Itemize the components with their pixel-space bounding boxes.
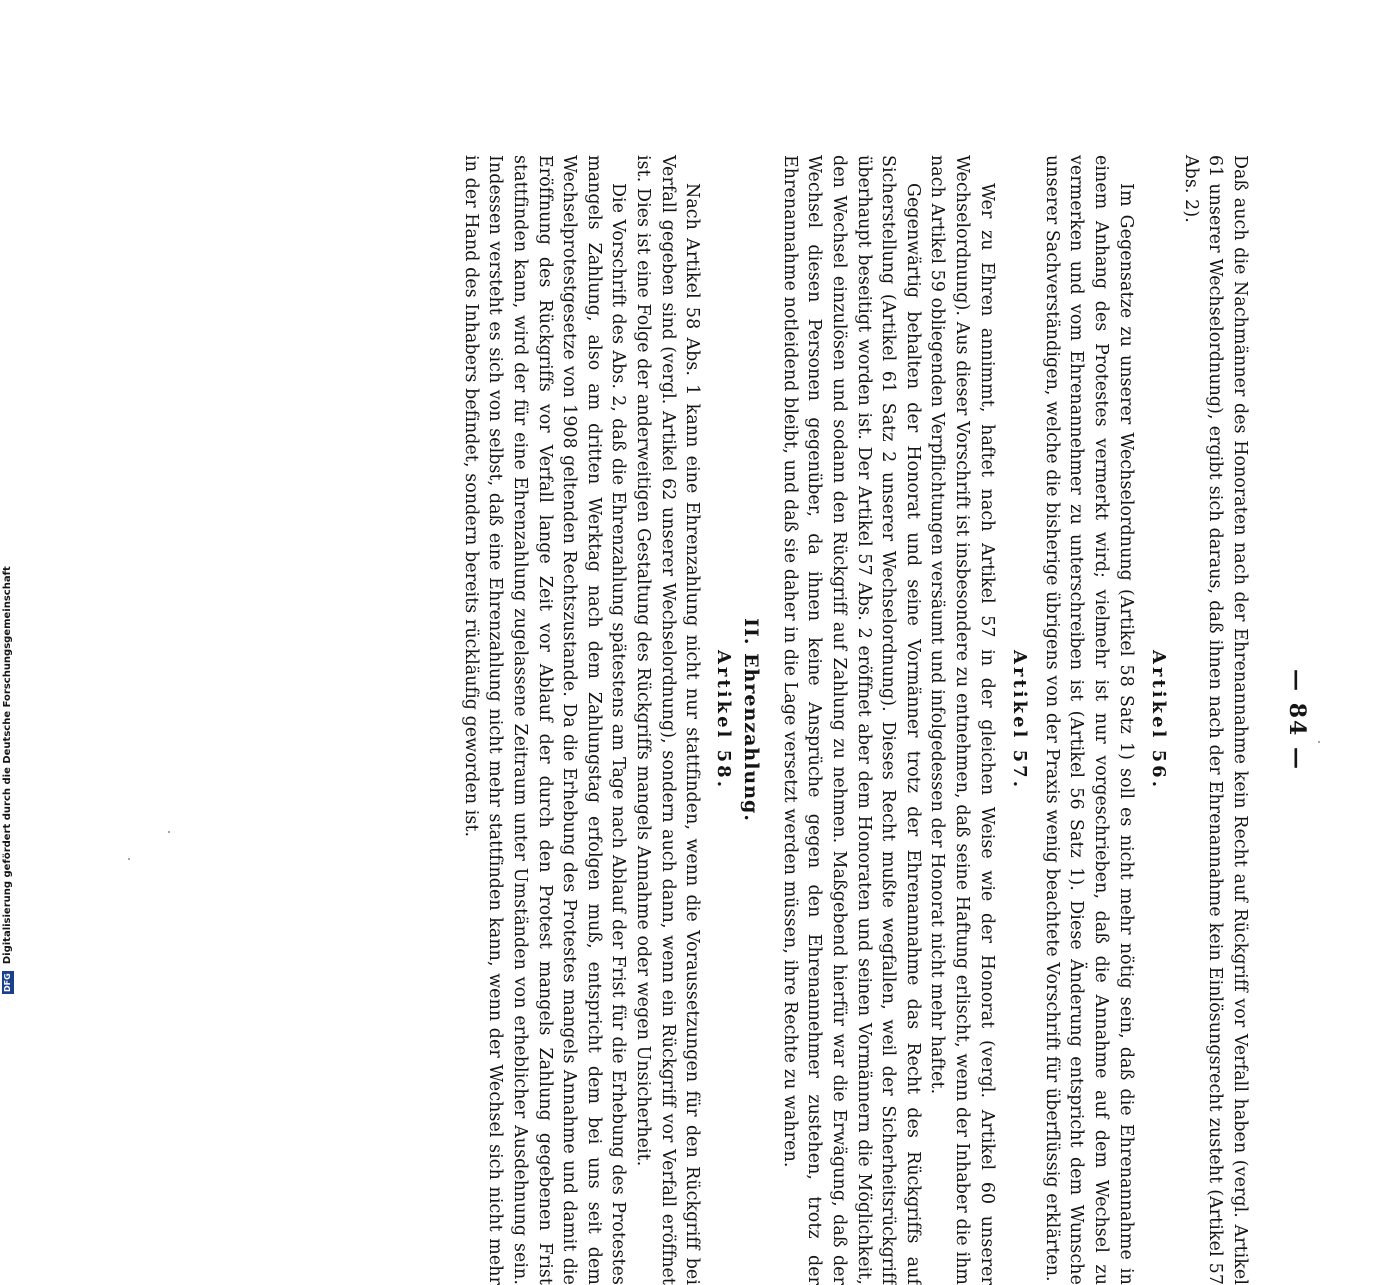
article-57-heading: Artikel 57. [1009, 650, 1031, 790]
article-58-heading: Artikel 58. [712, 650, 734, 790]
article-58-paragraph-1: Nach Artikel 58 Abs. 1 kann eine Ehrenzahlung nicht nur stattfinden, wenn die Voraussetzungen für den Rückgriff bei Verfall gegeben sind (vergl. Artikel 62 unserer Wechselordnung), sondern auch dann, wenn ein Rückgriff vor Verfall eröffnet ist. Dies ist eine Folge der anderweitigen Gestaltung des Rückgriffs mangels Annahme oder wegen Unsicherheit. [632, 155, 703, 1285]
article-57-paragraph-2: Gegenwärtig behalten der Honorat und seine Vormänner trotz der Ehrenannahme das Recht des Rückgriffs auf Sicherstellung (Artikel 61 Satz 2 unserer Wechselordnung). Dieses Recht mußte wegfallen, weil der Sicherheitsrückgriff überhaupt beseitigt worden ist. Der Artikel 57 Abs. 2 eröffnet aber dem Honoraten und seinen Vormännern die Möglichkeit, den Wechsel einzulösen und sodann den Rückgriff auf Zahlung zu nehmen. Maßgebend hierfür war die Erwägung, daß der Wechsel diesen Personen gegenüber, da ihnen keine Ansprüche gegen den Ehrenannehmer zustehen, trotz der Ehrenannahme notleidend bleibt, und daß sie daher in die Lage versetzt werden müssen, ihre Rechte zu wahren. [779, 155, 923, 1285]
section-ii-heading: II. Ehrenzahlung. [740, 618, 763, 822]
article-57-paragraph-1: Wer zu Ehren annimmt, haftet nach Artikel 57 in der gleichen Weise wie der Honorat (vergl. Artikel 60 unserer Wechselordnung). Aus dieser Vorschrift ist insbesondere zu entnehmen, daß seine Haftung erlischt, wenn der Inhaber die ihm nach Artikel 59 obliegenden Verpflichtungen versäumt und infolgedessen der Honorat nicht mehr haftet. [927, 155, 997, 1285]
footer-credit-text: Digitalisierung gefördert durch die Deutsche Forschungsgemeinschaft [2, 566, 13, 965]
article-56-paragraph: Im Gegensatze zu unserer Wechselordnung (Artikel 58 Satz 1) soll es nicht mehr nötig sein, daß die Ehrenannahme in einem Anhang des Protestes vermerkt wird; vielmehr ist nur vorgeschrieben, daß die Annahme auf dem Wechsel zu vermerken und vom Ehrenannehmer zu unterschreiben ist (Artikel 56 Satz 1). Diese Änderung entspricht dem Wunsche unserer Sachverständigen, welche die bisherige übrigens von der Praxis wenig beachtete Vorschrift für überflüssig erklärten. [1041, 155, 1136, 1285]
article-56-heading: Artikel 56. [1148, 650, 1170, 790]
scan-speck [128, 858, 130, 860]
digitization-footer [2, 0, 15, 1000]
scan-speck [168, 831, 170, 833]
page-text-block [458, 155, 1252, 1285]
dfg-logo: DFG [3, 973, 12, 992]
page-number: — 84 — [1284, 669, 1310, 771]
article-58-paragraph-2: Die Vorschrift des Abs. 2, daß die Ehrenzahlung spätestens am Tage nach Ablauf der Frist für die Erhebung des Protestes mangels Zahlung, also am dritten Werktag nach dem Zahlungstag erfolgen muß, entspricht dem bei uns seit dem Wechselprotestgesetze von 1908 geltenden Rechtszustande. Da die Erhebung des Protestes mangels Annahme und damit die Eröffnung des Rückgriffs vor Verfall lange Zeit vor Ablauf der durch den Protest mangels Zahlung gegebenen Frist stattfinden kann, wird der für eine Ehrenzahlung zugelassene Zeitraum unter Umständen von erheblicher Ausdehnung sein. Indessen versteht es sich von selbst, daß eine Ehrenzahlung nicht mehr stattfinden kann, wenn der Wechsel sich nicht mehr in der Hand des Inhabers befindet, sondern bereits rückläufig geworden ist. [460, 155, 629, 1285]
intro-paragraph: Daß auch die Nachmänner des Honoraten nach der Ehrenannahme kein Recht auf Rückgriff vor Verfall haben (vergl. Artikel 61 unserer Wechselordnung), ergibt sich daraus, daß ihnen nach der Ehrenannahme kein Einlösungsrecht zusteht (Artikel 57 Abs. 2). [1180, 155, 1250, 1285]
scan-speck [1318, 741, 1320, 743]
rotated-page-content [150, 155, 1310, 1285]
